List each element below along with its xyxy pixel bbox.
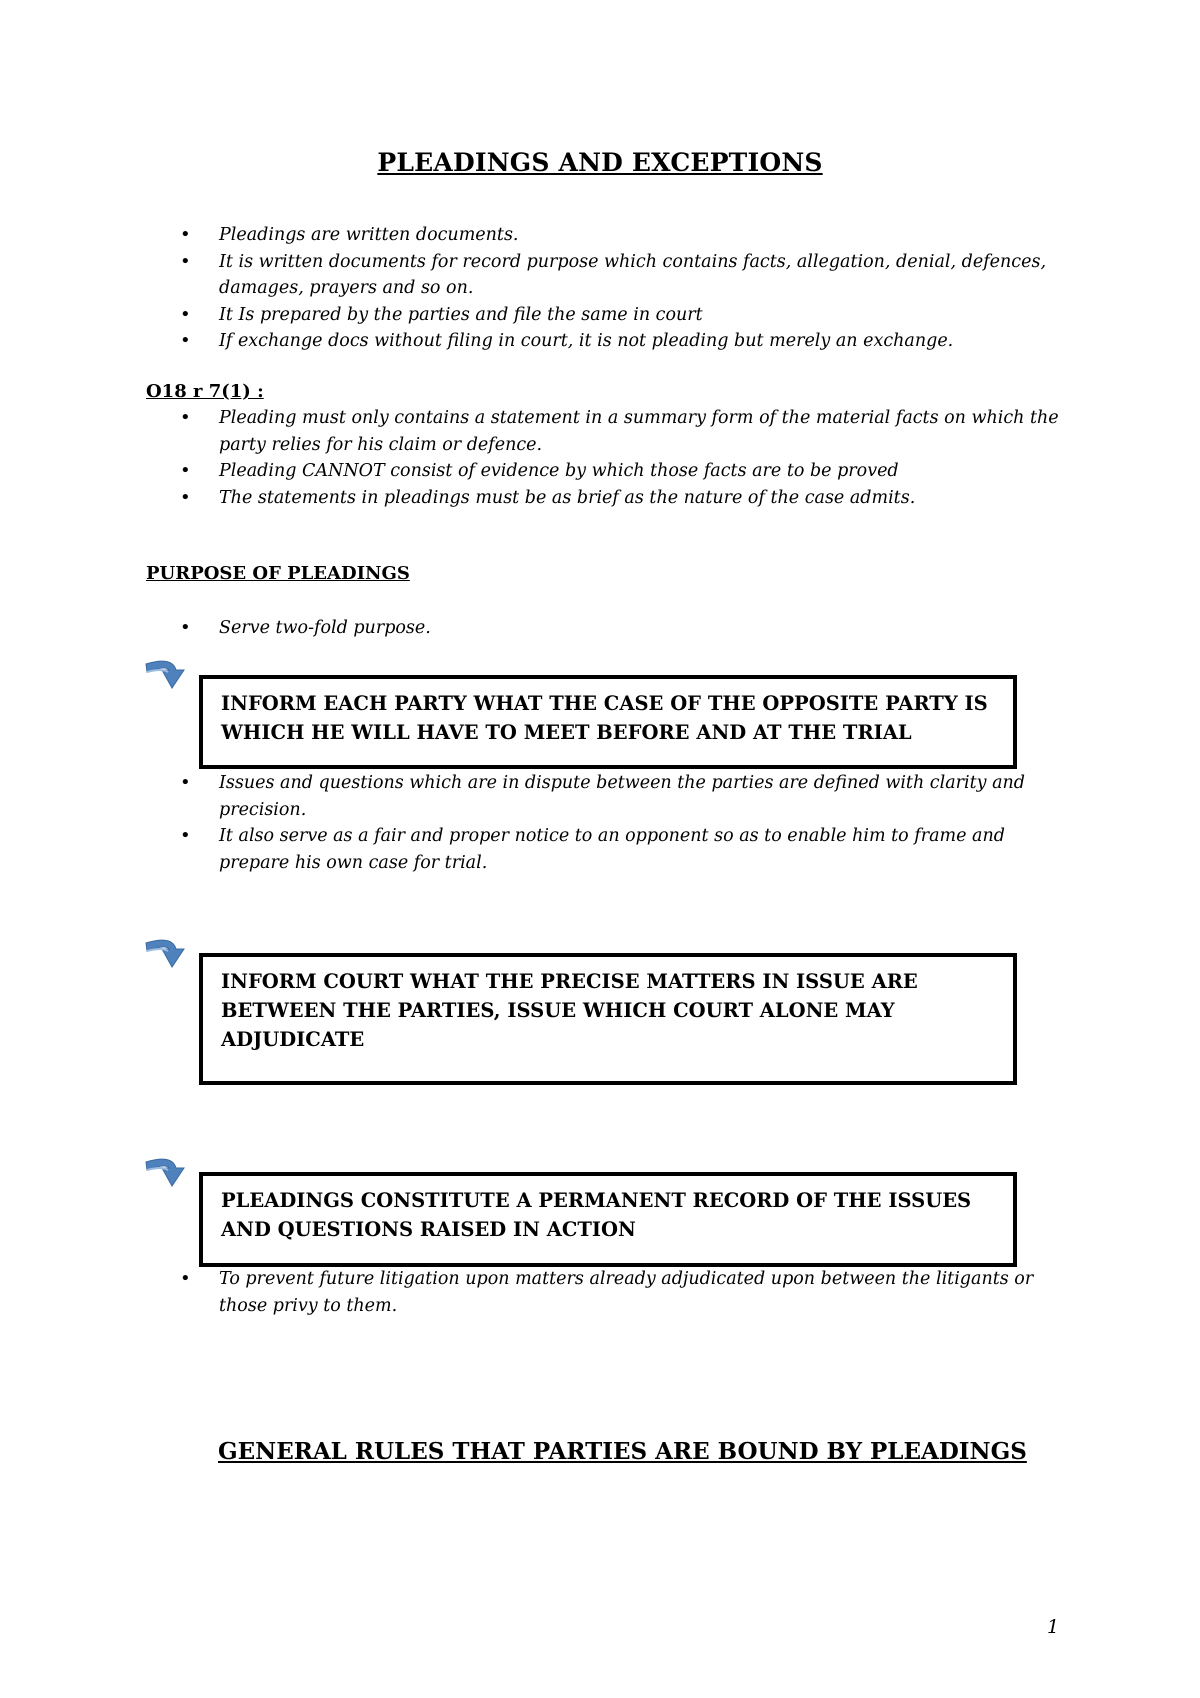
purpose-box-inform-court: INFORM COURT WHAT THE PRECISE MATTERS IN ISSUE ARE BETWEEN THE PARTIES, ISSUE WHICH COURT ALONE MAY ADJUDICATE bbox=[199, 953, 1017, 1085]
list-item: • It also serve as a fair and proper notice to an opponent so as to enable him to frame and prepare his own case for trial. bbox=[180, 823, 1060, 876]
list-item: • The statements in pleadings must be as brief as the nature of the case admits. bbox=[180, 485, 1060, 512]
purpose-heading: PURPOSE OF PLEADINGS bbox=[146, 563, 410, 584]
rule-heading: O18 r 7(1) : bbox=[146, 381, 264, 402]
list-item: • Pleading must only contains a statement in a summary form of the material facts on which the party relies for his claim or defence. bbox=[180, 405, 1060, 458]
page-number: 1 bbox=[1047, 1616, 1060, 1638]
box1-bullet-list bbox=[180, 770, 1060, 876]
list-item: • Pleadings are written documents. bbox=[180, 222, 1060, 249]
section-title: GENERAL RULES THAT PARTIES ARE BOUND BY PLEADINGS bbox=[218, 1438, 1027, 1465]
list-item: • To prevent future litigation upon matters already adjudicated upon between the litigants or those privy to them. bbox=[180, 1266, 1060, 1319]
rule-bullet-list bbox=[180, 405, 1060, 511]
document-title: PLEADINGS AND EXCEPTIONS bbox=[377, 148, 823, 177]
list-item: • If exchange docs without filing in court, it is not pleading but merely an exchange. bbox=[180, 328, 1060, 355]
intro-bullet-list bbox=[180, 222, 1060, 355]
purpose-box-inform-party: INFORM EACH PARTY WHAT THE CASE OF THE OPPOSITE PARTY IS WHICH HE WILL HAVE TO MEET BEFORE AND AT THE TRIAL bbox=[199, 675, 1017, 769]
curved-return-arrow-icon bbox=[142, 935, 188, 977]
purpose-box-permanent-record: PLEADINGS CONSTITUTE A PERMANENT RECORD OF THE ISSUES AND QUESTIONS RAISED IN ACTION bbox=[199, 1172, 1017, 1267]
list-item: • Pleading CANNOT consist of evidence by which those facts are to be proved bbox=[180, 458, 1060, 485]
list-item: • It is written documents for record purpose which contains facts, allegation, denial, defences, damages, prayers and so on. bbox=[180, 249, 1060, 302]
box3-bullet-list bbox=[180, 1266, 1060, 1319]
list-item: • Issues and questions which are in dispute between the parties are defined with clarity and precision. bbox=[180, 770, 1060, 823]
curved-return-arrow-icon bbox=[142, 656, 188, 698]
curved-return-arrow-icon bbox=[142, 1154, 188, 1196]
list-item: • Serve two-fold purpose. bbox=[180, 615, 1060, 642]
purpose-bullet-list bbox=[180, 615, 1060, 642]
list-item: • It Is prepared by the parties and file the same in court bbox=[180, 302, 1060, 329]
